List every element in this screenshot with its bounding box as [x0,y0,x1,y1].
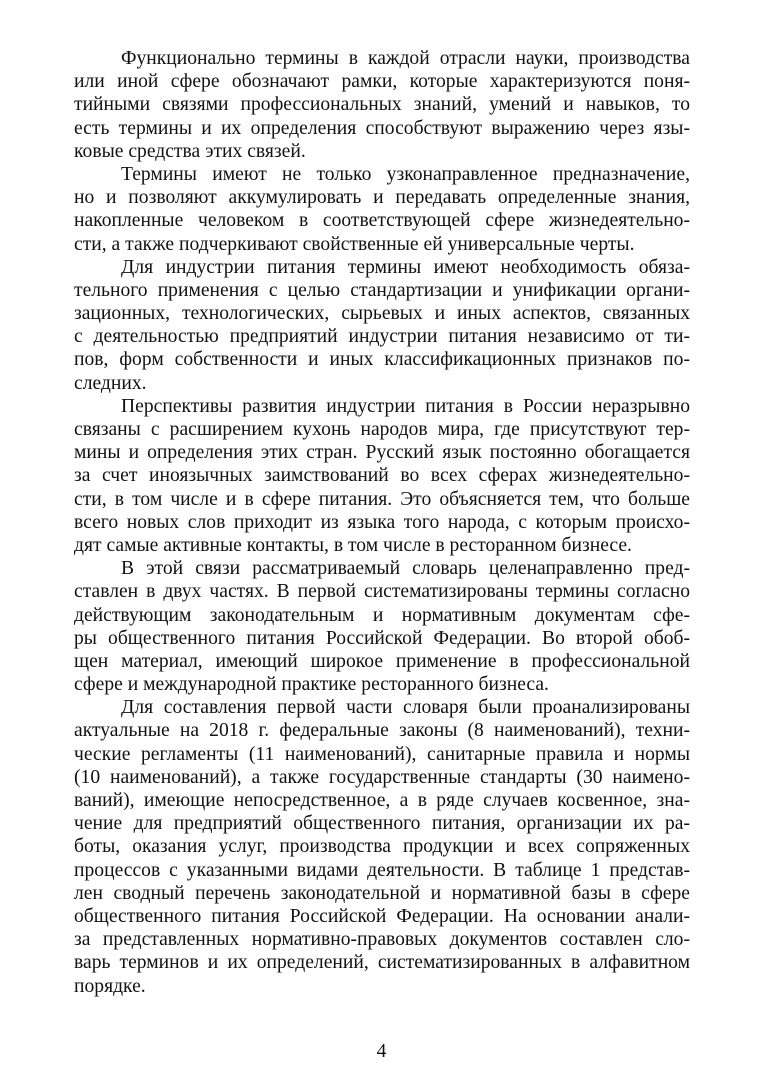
text-line: щен материал, имеющий широкое применение в профессиональной [74,650,690,672]
text-line: общественного питания Российской Федерации. На основании анали- [74,905,690,927]
text-line: пов, форм собственности и иных классификационных признаков по- [74,349,690,371]
text-line: сти, а также подчеркивают свойственные ей универсальные черты. [74,233,635,255]
text-line: Термины имеют не только узконаправленное предназначение, [121,163,690,185]
text-line: ставлен в двух частях. В первой систематизированы термины согласно [74,581,690,603]
text-line: накопленные человеком в соответствующей сфере жизнедеятельно- [74,210,690,232]
text-line: ры общественного питания Российской Федерации. Во второй обоб- [74,627,690,649]
paragraph [74,696,690,997]
text-line: но и позволяют аккумулировать и передавать определенные знания, [74,187,690,209]
text-line: дят самые активные контакты, в том числе в ресторанном бизнесе. [74,534,632,556]
text-line: актуальные на 2018 г. федеральные законы (8 наименований), техни- [74,720,690,742]
text-line: боты, оказания услуг, производства продукции и всех сопряженных [74,836,690,858]
text-line: за счет иноязычных заимствований во всех сферах жизнедеятельно- [74,465,690,487]
text-line: связаны с расширением кухонь народов мира, где присутствуют тер- [74,419,690,440]
text-line: действующим законодательным и нормативным документам сфе- [74,604,690,626]
text-line: или иной сфере обозначают рамки, которые характеризуются поня- [74,71,690,93]
text-line: сфере и международной практике ресторанного бизнеса. [74,674,549,696]
text-line: тельного применения с целью стандартизации и унификации органи- [74,279,690,301]
paragraph [74,163,690,256]
paragraph [74,395,690,557]
text-line: за представленных нормативно-правовых документов составлен сло- [74,929,690,951]
text-line: процессов с указанными видами деятельности. В таблице 1 представ- [74,859,690,881]
paragraph [74,256,690,395]
text-line: Для индустрии питания термины имеют необходимость обяза- [121,256,690,278]
text-line: (10 наименований), а также государственные стандарты (30 наимено- [74,766,690,788]
text-line: ваний), имеющие непосредственное, а в ряде случаев косвенное, зна- [74,790,690,811]
text-line: зационных, технологических, сырьевых и иных аспектов, связанных [74,303,690,325]
text-line: Функционально термины в каждой отрасли науки, производства [121,48,690,69]
paragraph [74,557,690,696]
document-page [74,47,690,998]
text-line: варь терминов и их определений, систематизированных в алфавитном [74,952,690,974]
text-line: с деятельностью предприятий индустрии питания независимо от ти- [74,326,690,348]
paragraph [74,47,690,163]
text-line: В этой связи рассматриваемый словарь целенаправленно пред- [121,558,690,580]
text-line: ковые средства этих связей. [74,140,306,162]
text-line: Перспективы развития индустрии питания в России неразрывно [121,395,690,417]
text-line: чение для предприятий общественного питания, организации их ра- [74,813,690,835]
text-line: есть термины и их определения способствуют выражению через язы- [74,117,690,139]
page-number: 4 [376,1041,387,1062]
text-line: Для составления первой части словаря были проанализированы [121,697,690,719]
text-line: лен сводный перечень законодательной и нормативной базы в сфере [74,882,690,904]
text-line: тийными связями профессиональных знаний, умений и навыков, то [74,94,690,116]
text-line: всего новых слов приходит из языка того народа, с которым происхо- [74,511,690,533]
text-line: следних. [74,372,147,394]
text-line: ческие регламенты (11 наименований), санитарные правила и нормы [74,743,690,765]
text-line: порядке. [74,975,146,997]
text-line: мины и определения этих стран. Русский язык постоянно обогащается [74,442,690,464]
text-line: сти, в том числе и в сфере питания. Это объясняется тем, что больше [74,488,690,510]
